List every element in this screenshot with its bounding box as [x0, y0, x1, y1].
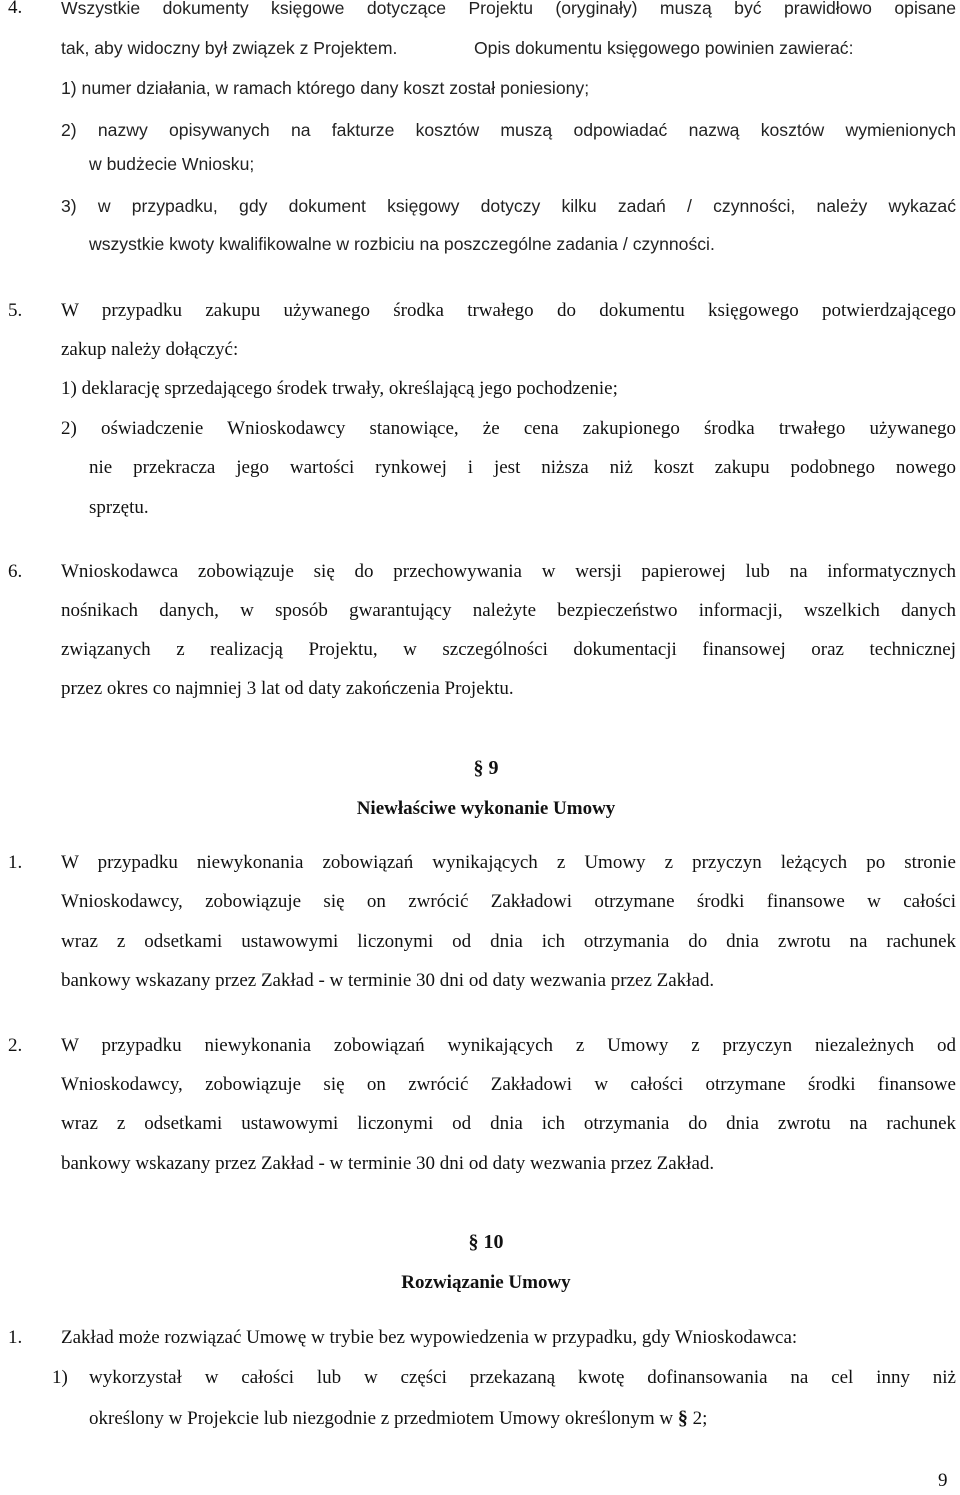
item-text-line: bankowy wskazany przez Zakład - w terminie 30 dni od daty wezwania przez Zakład. [61, 1153, 715, 1174]
sub-item-text: 1) numer działania, w ramach którego dany koszt został poniesiony; [61, 78, 590, 98]
item-text-line: nośnikach danych, w sposób gwarantujący należyte bezpieczeństwo informacji, wszelkich danych [61, 600, 956, 621]
item-text-line: W przypadku niewykonania zobowiązań wynikających z Umowy z przyczyn niezależnych od [61, 1035, 956, 1056]
section-title: Rozwiązanie Umowy [401, 1272, 571, 1293]
paragraph-sign: § [468, 1231, 479, 1253]
sub-item-text [89, 1404, 707, 1433]
section-number: 9 [488, 757, 499, 779]
item-number: 4. [8, 0, 23, 18]
item-text-line: zakup należy dołączyć: [61, 339, 239, 360]
item-text-line: wraz z odsetkami ustawowymi liczonymi od dnia ich otrzymania do dnia zwrotu na rachunek [61, 931, 956, 952]
sub-item-text: sprzętu. [89, 497, 149, 518]
item-text-line: przez okres co najmniej 3 lat od daty zakończenia Projektu. [61, 678, 514, 699]
item-number: 6. [8, 561, 23, 582]
sub-item-text: nie przekracza jego wartości rynkowej i jest niższa niż koszt zakupu podobnego nowego [89, 457, 956, 478]
sub-item-text: 3) w przypadku, gdy dokument księgowy dotyczy kilku zadań / czynności, należy wykazać [61, 196, 956, 216]
item-text-line: Wnioskodawcy, zobowiązuje się on zwrócić Zakładowi otrzymane środki finansowe w całości [61, 891, 956, 912]
item-text-line: W przypadku niewykonania zobowiązań wynikających z Umowy z przyczyn leżących po stronie [61, 852, 956, 873]
item-text-line: Wnioskodawcy, zobowiązuje się on zwrócić Zakładowi w całości otrzymane środki finansowe [61, 1074, 956, 1095]
sub-item-text: w budżecie Wniosku; [89, 154, 255, 174]
item-number: 5. [8, 300, 23, 321]
section-title: Niewłaściwe wykonanie Umowy [356, 798, 616, 819]
item-number: 1. [8, 1327, 23, 1348]
section-number: 10 [483, 1231, 504, 1253]
item-number: 2. [8, 1035, 23, 1056]
sub-item-text-part: 2; [692, 1408, 708, 1429]
sub-item-text-part: określony w Projekcie lub niezgodnie z przedmiotem Umowy określonym w [89, 1408, 674, 1429]
item-text-line: Opis dokumentu księgowego powinien zawierać: [474, 38, 854, 58]
paragraph-sign: § [473, 757, 484, 779]
section-heading-number [0, 754, 960, 782]
item-text-line: bankowy wskazany przez Zakład - w terminie 30 dni od daty wezwania przez Zakład. [61, 970, 715, 991]
sub-item-number: 1) [52, 1367, 68, 1388]
item-number: 1. [8, 852, 23, 873]
item-text-line: Zakład może rozwiązać Umowę w trybie bez wypowiedzenia w przypadku, gdy Wnioskodawca: [61, 1327, 798, 1348]
item-text-line: wraz z odsetkami ustawowymi liczonymi od dnia ich otrzymania do dnia zwrotu na rachunek [61, 1113, 956, 1134]
sub-item-text: wykorzystał w całości lub w części przekazaną kwotę dofinansowania na cel inny niż [89, 1367, 956, 1388]
sub-item-text: 1) deklarację sprzedającego środek trwały, określającą jego pochodzenie; [61, 378, 618, 399]
section-heading-number [0, 1228, 960, 1256]
item-text-line: W przypadku zakupu używanego środka trwałego do dokumentu księgowego potwierdzającego [61, 300, 956, 321]
sub-item-text: wszystkie kwoty kwalifikowalne w rozbiciu na poszczególne zadania / czynności. [89, 234, 715, 254]
page-number: 9 [938, 1470, 948, 1491]
sub-item-text: 2) oświadczenie Wnioskodawcy stanowiące, że cena zakupionego środka trwałego używanego [61, 418, 956, 439]
item-text-line: związanych z realizacją Projektu, w szczególności dokumentacji finansowej oraz technicznej [61, 639, 956, 660]
paragraph-sign: § [677, 1407, 688, 1429]
item-text-line: Wnioskodawca zobowiązuje się do przechowywania w wersji papierowej lub na informatycznych [61, 561, 956, 582]
item-text-line: Wszystkie dokumenty księgowe dotyczące Projektu (oryginały) muszą być prawidłowo opisane [61, 0, 956, 18]
sub-item-text: 2) nazwy opisywanych na fakturze kosztów muszą odpowiadać nazwą kosztów wymienionych [61, 120, 956, 140]
item-text-line: tak, aby widoczny był związek z Projektem. [61, 38, 398, 58]
